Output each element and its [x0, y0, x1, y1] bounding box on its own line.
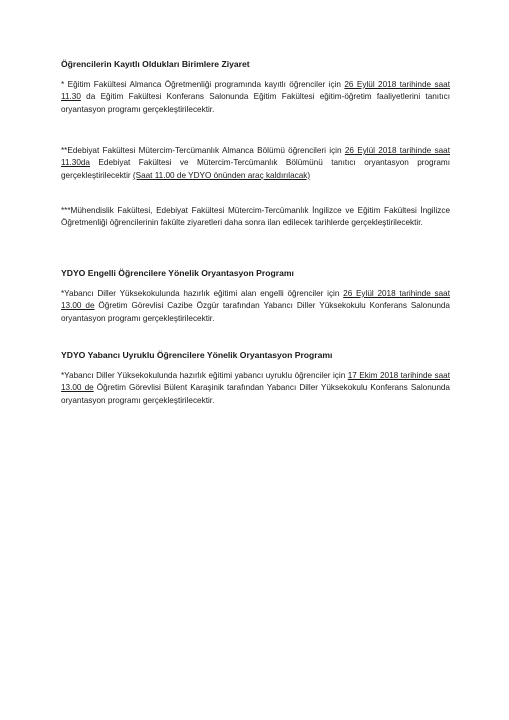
underlined-date: 26 Eylül 2018 tarihinde saat 13.00 de — [61, 289, 450, 311]
text-run: Edebiyat Fakültesi ve Mütercim-Tercümanlık Bölümünü tanıtıcı oryantasyon programı gerçekleştirilecektir — [61, 158, 450, 180]
underlined-date: 26 Eylül 2018 tarihinde saat 11.30da — [61, 146, 450, 168]
section-1-paragraph-1 — [61, 79, 450, 116]
paragraph-text — [61, 370, 450, 407]
underlined-date: 17 Ekim 2018 tarihinde saat 13.00 de — [61, 371, 450, 393]
text-run: * Eğitim Fakültesi Almanca Öğretmenliği programında kayıtlı öğrenciler için — [61, 80, 345, 89]
text-run: Öğretim Görevlisi Bülent Karaşinik tarafından Yabancı Diller Yüksekokulu Konferans Salonunda oryantasyon programı gerçekleştirilecektir. — [61, 383, 450, 405]
paragraph-text: ***Mühendislik Fakültesi, Edebiyat Fakültesi Mütercim-Tercümanlık İngilizce ve Eğitim Fakültesi İngilizce Öğretmenliği öğrencilerinin fakülte ziyaretleri daha sonra ilan edilecek tarihlerde gerçekleştirilecektir. — [61, 206, 450, 228]
section-1-paragraph-3 — [61, 205, 450, 230]
underlined-note: (Saat 11.00 de YDYO önünden araç kaldırılacak) — [132, 170, 311, 180]
text-run: **Edebiyat Fakültesi Mütercim-Tercümanlık Almanca Bölümü öğrencileri için — [61, 146, 345, 155]
section-3-heading: YDYO Yabancı Uyruklu Öğrencilere Yönelik Oryantasyon Programı — [61, 350, 333, 360]
section-1-heading: Öğrencilerin Kayıtlı Oldukları Birimlere Ziyaret — [61, 59, 250, 69]
section-1-paragraph-2 — [61, 145, 450, 182]
text-run: da Eğitim Fakültesi Konferans Salonunda Eğitim Fakültesi eğitim-öğretim faaliyetlerini tanıtıcı oryantasyon programı gerçekleştirilecektir. — [61, 92, 450, 114]
paragraph-text — [61, 288, 450, 325]
section-1-heading-block — [61, 59, 450, 70]
text-run: Öğretim Görevlisi Cazibe Özgür tarafından Yabancı Diller Yüksekokulu Konferans Salonunda oryantasyon programı gerçekleştirilecektir. — [61, 301, 450, 323]
paragraph-text — [61, 79, 450, 116]
section-2-heading: YDYO Engelli Öğrencilere Yönelik Oryantasyon Programı — [61, 268, 294, 278]
text-run: *Yabancı Diller Yüksekokulunda hazırlık eğitimi yabancı uyruklu öğrenciler için — [61, 371, 348, 380]
section-3-heading-block — [61, 350, 450, 361]
underlined-date: 26 Eylül 2018 tarihinde saat 11.30 — [61, 80, 450, 102]
paragraph-text — [61, 145, 450, 182]
text-run: *Yabancı Diller Yüksekokulunda hazırlık eğitimi alan engelli öğrenciler için — [61, 289, 344, 298]
section-2-heading-block — [61, 268, 450, 279]
section-2-paragraph-1 — [61, 288, 450, 325]
section-3-paragraph-1 — [61, 370, 450, 407]
